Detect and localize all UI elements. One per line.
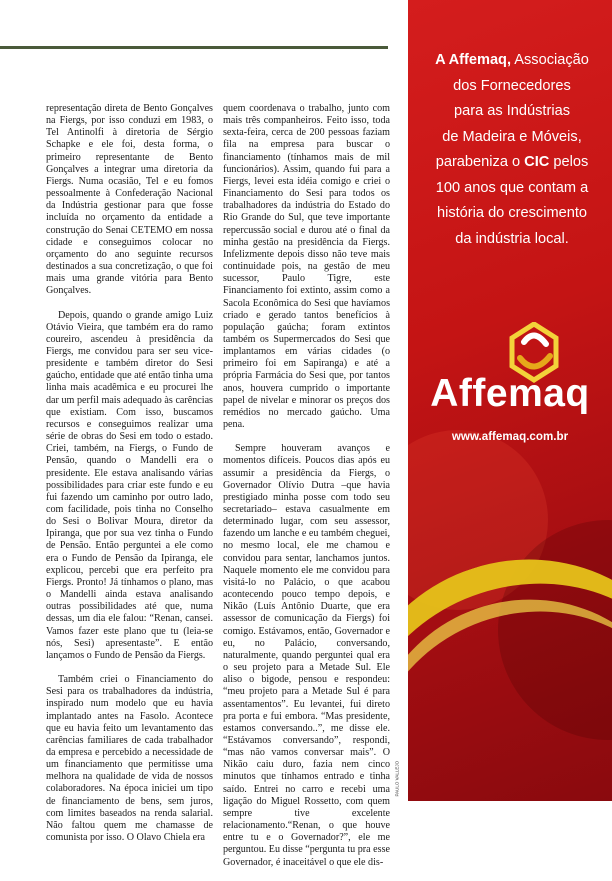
ad-message (422, 48, 602, 252)
ad-line: de Madeira e Móveis, (442, 128, 582, 145)
ad-line: parabeniza o CIC pelos (435, 154, 589, 170)
affemaq-advertisement (408, 0, 612, 801)
paragraph: representação direta de Bento Gonçalves na Fiergs, por isso conduzi em 1983, o Tel Antinolfi à diretoria de Sérgio Schapke e ele foi, desta forma, o primeiro representante de Bento Gonçalves a integrar uma diretoria da Fiergs. Numa ocasião, Tel e eu fomos pessoalmente à Confederação Nacional da Indústria gestionar para que fosse incluída no orçamento da entidade a construção do Senai CETEMO em nossa cidade e conseguimos colocar no orçamento do ano seguinte recursos destinados a sua concretização, o que foi mais uma grande vitória para Bento Gonçalves. (46, 103, 213, 297)
paragraph: Sempre houveram avanços e momentos difíceis. Poucos dias após eu assumir a presidência da Fiergs, o Governador Olívio Dutra –que havia prestigiado minha posse com todo seu secretariado– estava casualmente em determinado lugar, com seu assessor, fazendo um lanche e eu também cheguei, no mesmo local, ele me chamou e convidou para sentar, lanchamos juntos. Naquele momento ele me convidou para visitá-lo no Palácio, o que acabou acontecendo pouco tempo depois, e Nikão (Luís Antônio Duarte, que era assessor de comunicação da Fiergs) foi comigo. Estávamos, então, Governador e eu, no Palácio, conversando, naturalmente, quando perguntei qual era o seu projeto para a Metade Sul. Ele aliso o bigode, pensou e respondeu: “meu projeto para a Metade Sul é para assentamentos”. Eu levantei, fui direto pra porta e fui embora. “Mas presidente, estamos conversando..”, me disse ele. “Estávamos conversando”, respondi, “mas não vamos conversar mais”. O Nikão caiu duro, fazia nem cinco minutos que tínhamos entrado e tinha saído. Entrei no carro e recebi uma ligação do Miguel Rossetto, com quem sempre tive excelente relacionamento.“Renan, o que houve entre tu e o Governador?”, ele me perguntou. Eu disse “pergunta tu pra esse Governador, é inaceitável o que ele dis- (223, 443, 390, 868)
paragraph: quem coordenava o trabalho, junto com mais três companheiros. Feito isso, toda sexta-feira, cerca de 200 pessoas faziam fila na empresa para buscar o financiamento (tínhamos mais de mil funcionários). Assim, quando fui para a Fiergs, levei esta idéia comigo e criei o Financiamento do Sesi para todos os trabalhadores da indústria do Estado do Rio Grande do Sul, que teve importante repercussão social e durou até o final da minha gestão na presidência da Fiergs. Infelizmente depois disso não teve mais continuidade pois, na gestão de meu sucessor, Paulo Tigre, este Financiamento foi extinto, assim como a Sacola Econômica do Sesi que havíamos criado e gerado tantos benefícios à população gaúcha; foram extintos também os Supermercados do Sesi que implantamos em várias cidades (o primeiro foi em Sapiranga) e até a própria Farmácia do Sesi que, por tantos anos, houvera cumprido o importante papel de nivelar e minorar os preços dos remédios no mercado gaúcho. Uma pena. (223, 103, 390, 431)
paragraph: Também criei o Financiamento do Sesi para os trabalhadores da indústria, inspirado num modelo que eu havia implantado antes na Fasolo. Acontece que eu havia feito um levantamento das carências familiares de cada trabalhador da empresa e percebido a necessidade de um financiamento que permitisse uma melhora na qualidade de vida de nossos colaboradores. Na época iniciei um tipo de financiamento de bens, sem juros, com limites baseados na renda salarial. Não faltou quem me chamasse de comunista por isso. O Olavo Chiela era (46, 674, 213, 844)
ad-line: dos Fornecedores (453, 77, 571, 94)
cic-highlight: CIC (524, 154, 550, 170)
ad-line: para as Indústrias (453, 103, 570, 119)
article-column-left (46, 103, 213, 856)
article-column-middle (223, 103, 390, 881)
ad-line: 100 anos que contam a (435, 179, 589, 196)
header-rule (0, 46, 388, 49)
photo-credit-text: PAULO VALLEJO (394, 760, 400, 797)
paragraph: Depois, quando o grande amigo Luiz Otávio Vieira, que também era do ramo coureiro, ascendeu à presidência da Fiergs, me convidou para ser seu vice-presidente e também diretor do Sesi gaúcho, entidade que até então tinha uma linha mais acadêmica e eu procurei lhe dar um perfil mais adequado às carências que existiam. Com isso, buscamos recursos e conseguimos realizar uma série de obras do Sesi em todo o estado. Criei, também, na Fiergs, o Fundo de Pensão, quando o Mandelli era o presidente. Ele estava analisando várias possibilidades para criar este fundo e eu fui fazendo um caminho por outro lado, com facilidade, pois tinha no Conselho do Sesi o Bolivar Moura, diretor da Ipiranga, que por sua vez tinha o Fundo de Pensão. Então perguntei a ele como era o Fundo de Pensão da Ipiranga, ele explicou, percebi que era perfeito pra Fiergs. Pronto! Já tínhamos o plano, mas o Mandelli ainda estava analisando outras possibilidades até que, numa dessas, um dia ele falou: “Renan, cansei. Vamos fazer este plano que tu (leia-se nós, Sesi) apresentaste”. E então lançamos o Fundo de Pensão da Fiergs. (46, 309, 213, 661)
photo-credit (391, 742, 403, 802)
ad-line: história do crescimento (436, 205, 588, 221)
ad-line: Associação (511, 52, 589, 68)
affemaq-url: www.affemaq.com.br (451, 430, 569, 443)
affemaq-wordmark: Affemaq (430, 372, 590, 415)
ad-line: da indústria local. (455, 230, 569, 247)
ad-brand-lead: A Affemaq, (435, 52, 512, 68)
